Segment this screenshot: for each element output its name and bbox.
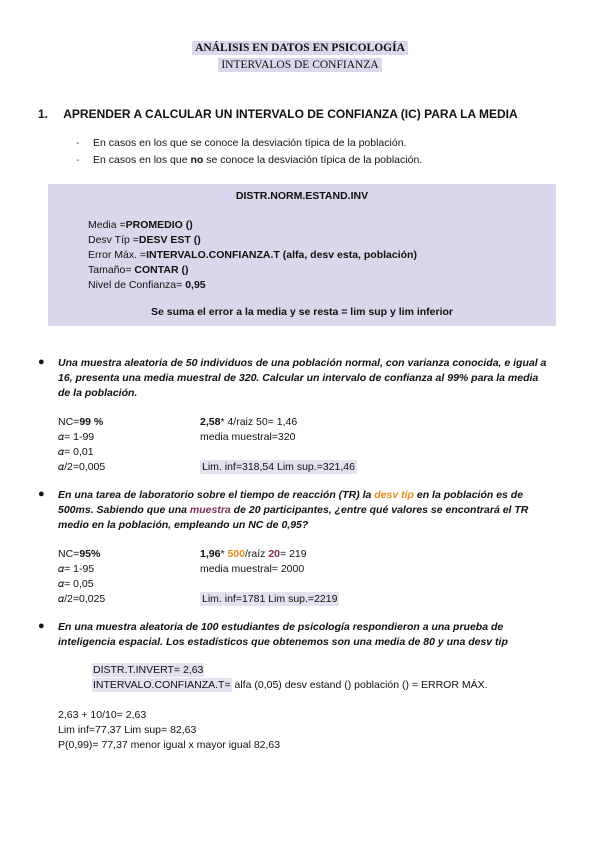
calc-line: 𝛼= 1-95 <box>58 563 95 575</box>
problem-text: ms <box>75 504 91 516</box>
document-title <box>0 38 600 56</box>
n-value: 20 <box>268 548 281 560</box>
bullet-dot: ● <box>38 488 45 500</box>
calc-label: NC= <box>58 548 80 560</box>
dash-bullet: - <box>76 137 80 149</box>
problem-statement <box>38 356 548 401</box>
calc-label: NC= <box>58 416 80 428</box>
calc-line <box>58 548 100 560</box>
z-value: 1,96 <box>200 548 221 560</box>
formula-label: Desv Típ = <box>88 234 139 246</box>
document-subtitle <box>0 55 600 73</box>
document-subtitle-text: INTERVALOS DE CONFIANZA <box>218 58 381 72</box>
formula-value: INTERVALO.CONFIANZA.T (alfa, desv esta, población) <box>146 249 417 261</box>
calc-text: = 219 <box>280 548 307 560</box>
calc-line: 𝛼/2=0,005 <box>58 461 106 473</box>
dash-bullet: - <box>76 154 80 166</box>
document-title-text: ANÁLISIS EN DATOS EN PSICOLOGÍA <box>192 41 408 55</box>
formula-row <box>88 219 193 231</box>
calc-value: 99 % <box>79 416 104 428</box>
bullet-dot: ● <box>38 620 45 632</box>
list-item-text-post: se conoce la desviación típica de la población. <box>203 154 423 166</box>
calc-line: 𝛼= 1-99 <box>58 431 95 443</box>
list-item <box>76 154 422 166</box>
calc-text: /raíz <box>244 548 269 560</box>
formula-line <box>92 664 204 676</box>
result-highlight: Lim. inf=318,54 Lim sup.=321,46 <box>202 461 355 473</box>
calc-line: media muestral=320 <box>200 431 296 443</box>
formula-label: Nivel de Confianza= <box>88 279 186 291</box>
formula-row <box>88 264 188 276</box>
formula-box-heading: DISTR.NORM.ESTAND.INV <box>235 190 369 202</box>
formula-row <box>88 279 206 291</box>
formula-label: Tamaño= <box>88 264 135 276</box>
formula-label: Error Máx. = <box>88 249 147 261</box>
formula-label: Media = <box>88 219 126 231</box>
problem-text: En una tarea de laboratorio sobre el tiempo de reacción (TR) la <box>58 489 375 501</box>
calc-line <box>200 593 339 605</box>
calc-line <box>200 461 357 473</box>
section-heading-text: APRENDER A CALCULAR UN INTERVALO DE CONFIANZA (IC) PARA LA MEDIA <box>63 107 518 121</box>
list-item-text-pre: En casos en los que <box>93 154 191 166</box>
problem-statement <box>38 488 548 533</box>
formula-value: 0,95 <box>185 279 206 291</box>
result-highlight: Lim. inf=1781 Lim sup.=2219 <box>202 593 338 605</box>
result-line: Lim inf=77,37 Lim sup= 82,63 <box>58 724 197 736</box>
calc-line: 𝛼= 0,01 <box>58 446 94 458</box>
formula-highlight: DISTR.T.INVERT= 2,63 <box>93 664 204 676</box>
calc-line: media muestral= 2000 <box>200 563 305 575</box>
result-line: P(0,99)= 77,37 menor igual x mayor igual 82,63 <box>58 739 281 751</box>
section-number: 1. <box>38 107 49 121</box>
z-value: 2,58 <box>200 416 221 428</box>
calc-text: * 4/raiz 50= 1,46 <box>220 416 298 428</box>
formula-value: DESV EST () <box>138 234 201 246</box>
calc-line <box>200 548 307 560</box>
highlight-term: desv tip <box>374 489 414 501</box>
problem-statement <box>38 620 548 650</box>
formula-text: alfa (0,05) desv estand () población () = ERROR MÁX. <box>231 679 488 691</box>
calc-line: 𝛼/2=0,025 <box>58 593 106 605</box>
problem-text: . Sabiendo que una <box>90 504 190 516</box>
formula-value: PROMEDIO () <box>125 219 193 231</box>
calc-text: * <box>220 548 228 560</box>
formula-row <box>88 234 201 246</box>
result-line: 2,63 + 10/10= 2,63 <box>58 709 147 721</box>
problem-text: Una muestra aleatoria de 50 individuos de una población normal, con varianza conocida, e igual a 16, presenta una media muestral de 320. Calcular un intervalo de confianza al 99% para la media de la población. <box>58 357 547 399</box>
calc-line <box>58 416 103 428</box>
list-item-text: En casos en los que se conoce la desviación típica de la población. <box>93 137 407 149</box>
calc-line: 𝛼= 0,05 <box>58 578 94 590</box>
formula-row <box>88 249 417 261</box>
problem-text: en la población es de 500 <box>58 489 524 516</box>
calc-value: 95% <box>79 548 101 560</box>
section-heading <box>38 107 518 121</box>
formula-line <box>92 679 488 691</box>
bullet-dot: ● <box>38 356 45 368</box>
formula-box-footer: Se suma el error a la media y se resta = lim sup y lim inferior <box>150 306 453 318</box>
calc-line <box>200 416 297 428</box>
problem-text: En una muestra aleatoria de 100 estudiantes de psicología respondieron a una prueba de inteligencia espacial. Los estadísticos que obtenemos son una media de 80 y una desv tip <box>58 621 508 648</box>
formula-box <box>48 184 556 326</box>
list-item <box>76 137 406 149</box>
sd-value: 500 <box>227 548 245 560</box>
formula-value: CONTAR () <box>134 264 189 276</box>
formula-highlight: INTERVALO.CONFIANZA.T= <box>93 679 231 691</box>
list-item-text-bold: no <box>190 154 204 166</box>
highlight-term: muestra <box>189 504 231 516</box>
problem-text: de 20 participantes, ¿entre qué valores se encontrará el TR medio en la población, empleando un NC de 0,95? <box>58 504 529 531</box>
